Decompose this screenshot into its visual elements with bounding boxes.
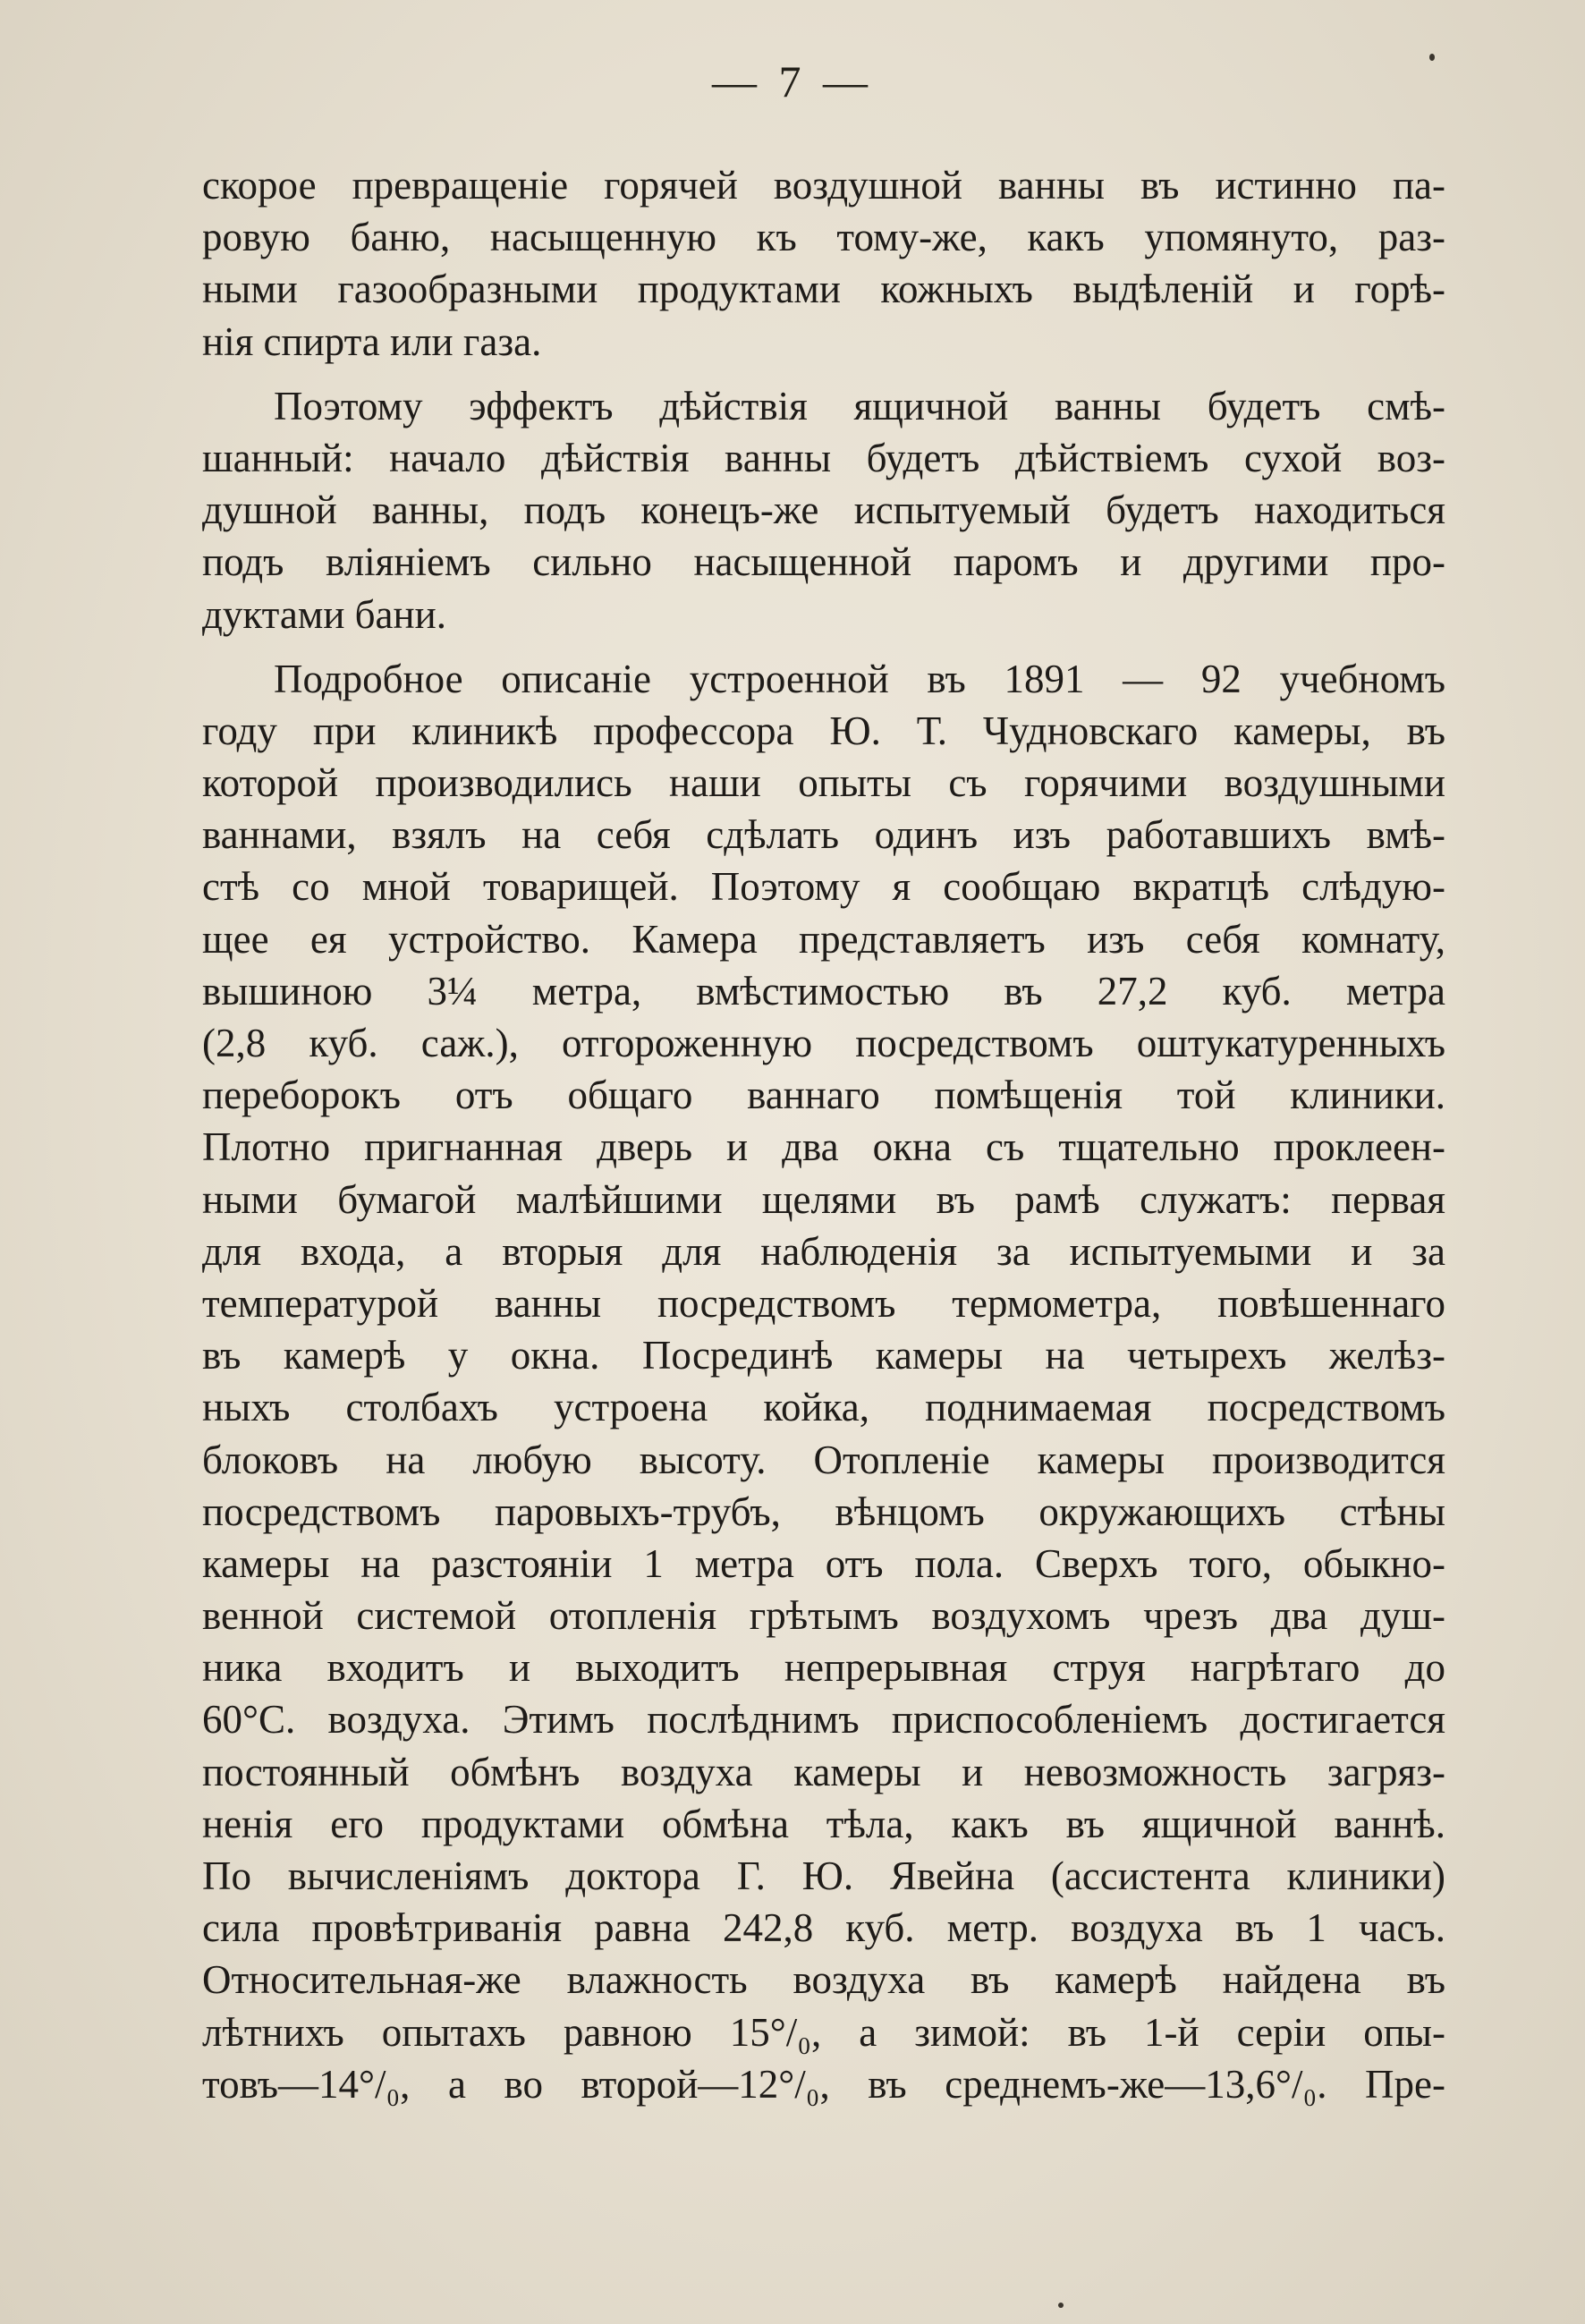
text-line: стѣ со мной товарищей. Поэтому я сообщаю вкратцѣ слѣдую- <box>202 864 1445 910</box>
text-line: для входа, а вторыя для наблюденія за испытуемыми и за <box>202 1228 1445 1274</box>
text-line: ныхъ столбахъ устроена койка, поднимаемая посредствомъ <box>202 1385 1445 1430</box>
text-line: переборокъ отъ общаго ваннаго помѣщенія той клиники. <box>202 1073 1445 1118</box>
text-line: венной системой отопленія грѣтымъ воздухомъ чрезъ два душ- <box>202 1593 1445 1639</box>
text-line: блоковъ на любую высоту. Отопленіе камеры производится <box>202 1437 1445 1482</box>
text-line: душной ванны, подъ конецъ-же испытуемый будетъ находиться <box>202 488 1445 533</box>
body-text <box>202 159 1445 2110</box>
text-line: которой производились наши опыты съ горячими воздушными <box>202 760 1445 806</box>
text-line: ными бумагой малѣйшими щелями въ рамѣ служатъ: первая <box>202 1176 1445 1222</box>
text-line: ровую баню, насыщенную къ тому-же, какъ упомянуто, раз- <box>202 215 1445 260</box>
text-line: году при клиникѣ профессора Ю. Т. Чудновскаго камеры, въ <box>202 708 1445 753</box>
text-line: Поэтому эффектъ дѣйствія ящичной ванны будетъ смѣ- <box>274 383 1445 428</box>
text-line: По вычисленіямъ доктора Г. Ю. Явейна (ассистента клиники) <box>202 1853 1445 1898</box>
text-line: 60°С. воздуха. Этимъ послѣднимъ приспособленіемъ достигается <box>202 1697 1445 1743</box>
text-line: сила провѣтриванія равна 242,8 куб. метр. воздуха въ 1 часъ. <box>202 1905 1445 1951</box>
text-line: ника входитъ и выходитъ непрерывная струя нагрѣтаго до <box>202 1645 1445 1691</box>
text-line: дуктами бани. <box>202 591 446 637</box>
text-line: ваннами, взялъ на себя сдѣлать одинъ изъ работавшихъ вмѣ- <box>202 812 1445 858</box>
text-line: товъ—14°/₀, а во второй—12°/₀, въ среднемъ-же—13,6°/₀. Пре- <box>202 2061 1445 2107</box>
page-number: — 7 — <box>712 56 873 106</box>
text-line: камеры на разстояніи 1 метра отъ пола. Сверхъ того, обыкно- <box>202 1540 1445 1586</box>
ink-speck <box>1058 2303 1064 2308</box>
text-line: шанный: начало дѣйствія ванны будетъ дѣйствіемъ сухой воз- <box>202 435 1445 480</box>
text-line: нія спирта или газа. <box>202 318 542 364</box>
text-line: Подробное описаніе устроенной въ 1891 — 92 учебномъ <box>274 656 1445 701</box>
text-line: щее ея устройство. Камера представляетъ изъ себя комнату, <box>202 916 1445 962</box>
text-line: посредствомъ паровыхъ-трубъ, вѣнцомъ окружающихъ стѣны <box>202 1489 1445 1534</box>
text-line: лѣтнихъ опытахъ равною 15°/₀, а зимой: въ 1-й серіи опы- <box>202 2009 1445 2055</box>
text-line: ненія его продуктами обмѣна тѣла, какъ въ ящичной ваннѣ. <box>202 1801 1445 1846</box>
text-line: постоянный обмѣнъ воздуха камеры и невозможность загряз- <box>202 1749 1445 1794</box>
text-line: ными газообразными продуктами кожныхъ выдѣленій и горѣ- <box>202 267 1445 312</box>
text-line: Относительная-же влажность воздуха въ камерѣ найдена въ <box>202 1957 1445 2003</box>
text-line: подъ вліяніемъ сильно насыщенной паромъ и другими про- <box>202 539 1445 585</box>
text-line: температурой ванны посредствомъ термометра, повѣшеннаго <box>202 1280 1445 1326</box>
text-line: въ камерѣ у окна. Посрединѣ камеры на четырехъ желѣз- <box>202 1333 1445 1378</box>
text-line: Плотно пригнанная дверь и два окна съ тщательно проклеен- <box>202 1124 1445 1170</box>
text-line: скорое превращеніе горячей воздушной ванны въ истинно па- <box>202 163 1445 208</box>
text-line: вышиною 3¼ метра, вмѣстимостью въ 27,2 куб. метра <box>202 968 1445 1014</box>
ink-speck <box>1429 54 1435 61</box>
text-line: (2,8 куб. саж.), отгороженную посредствомъ оштукатуренныхъ <box>202 1021 1445 1065</box>
